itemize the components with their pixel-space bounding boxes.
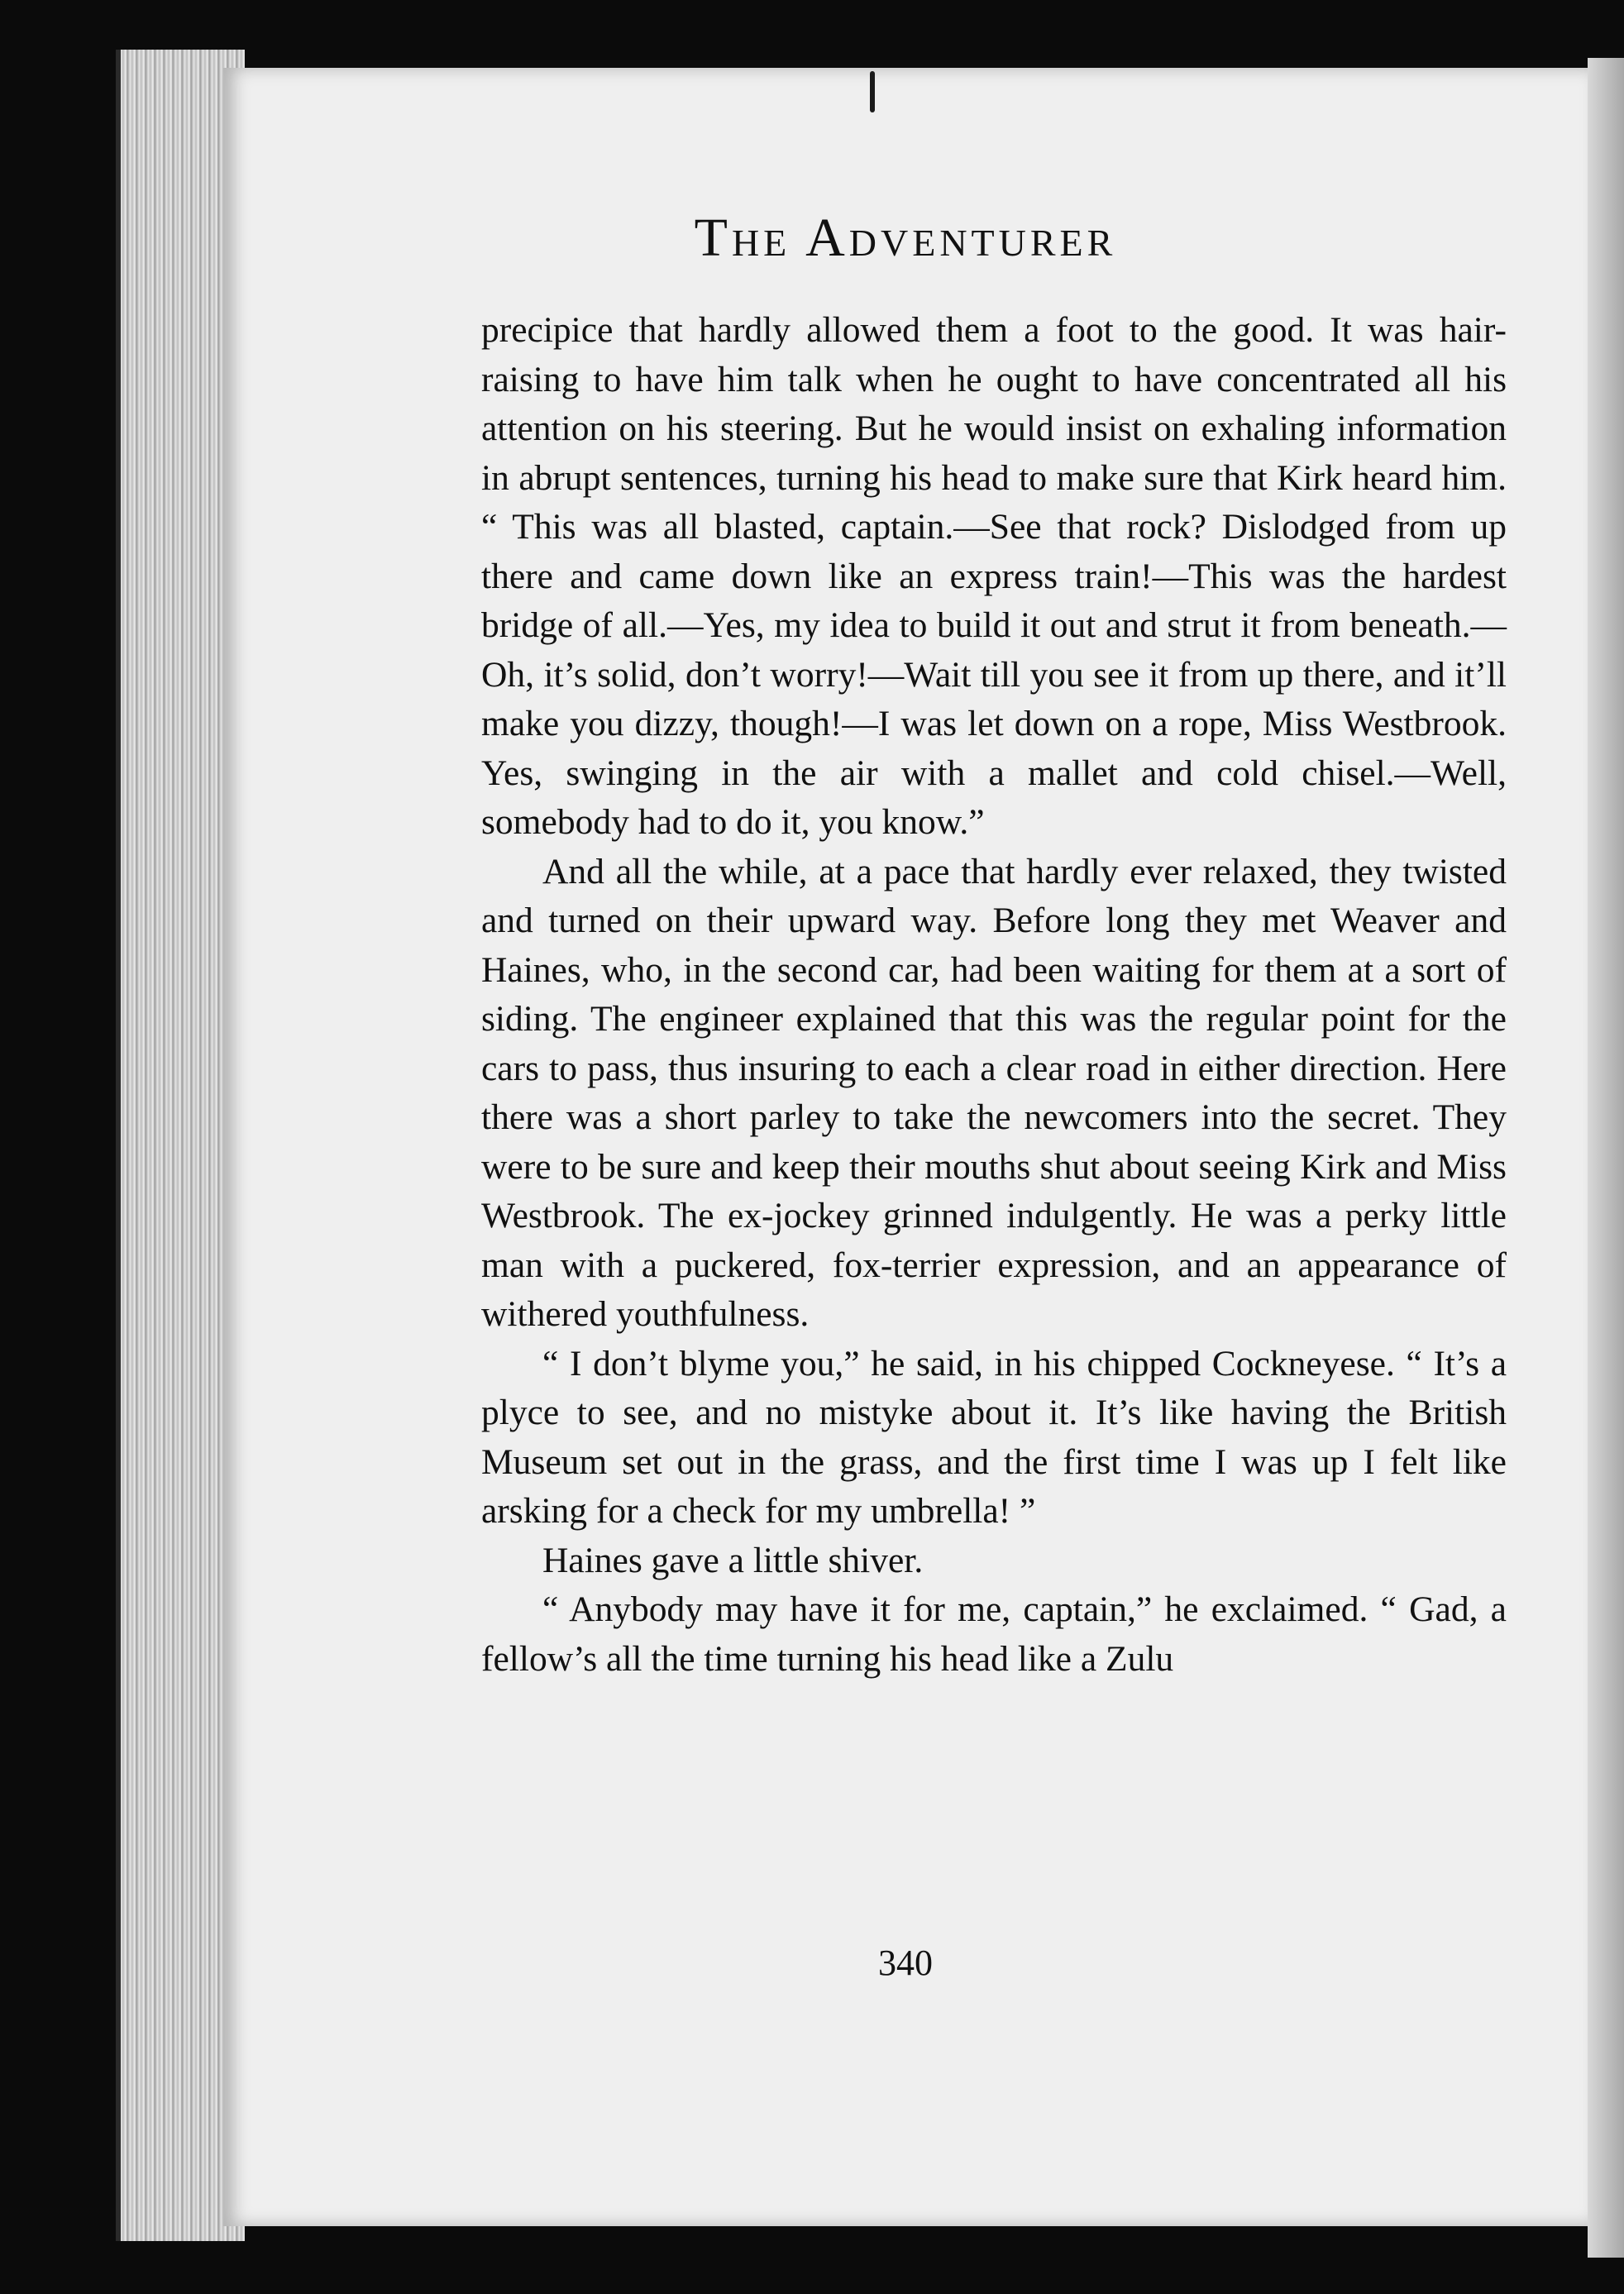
body-text <box>481 306 1507 1684</box>
binding-mark <box>870 71 875 112</box>
paragraph: Haines gave a little shiver. <box>542 1540 924 1580</box>
paragraph: “ Anybody may have it for me, captain,” he exclaimed. “ Gad, a fellow’s all the time turning his head like a Zulu <box>481 1589 1507 1679</box>
paragraph: And all the while, at a pace that hardly ever relaxed, they twisted and turned on their upward way. Before long they met Weaver and Haines, who, in the second car, had been waiting for them at a sort of siding. The engineer explained that this was the regular point for the cars to pass, thus insuring to each a clear road in either direction. Here there was a short parley to take the newcomers into the secret. They were to be sure and keep their mouths shut about seeing Kirk and Miss Westbrook. The ex-jockey grinned indulgently. He was a perky little man with a puckered, fox-terrier expression, and an appearance of withered youthfulness. <box>481 851 1507 1334</box>
book-page-edge-right <box>1588 58 1624 2258</box>
page-number: 340 <box>878 1943 933 1983</box>
paragraph: precipice that hardly allowed them a foot to the good. It was hair-raising to have him talk when he ought to have concentrated all his attention on his steering. But he would insist on exhaling information in abrupt sentences, turning his head to make sure that Kirk heard him. “ This was all blasted, captain.—See that rock? Dislodged from up there and came down like an express train!—This was the hardest bridge of all.—Yes, my idea to build it out and strut it from beneath.—Oh, it’s solid, don’t worry!—Wait till you see it from up there, and it’ll make you dizzy, though!—I was let down on a rope, Miss Westbrook. Yes, swinging in the air with a mallet and cold chisel.—Well, somebody had to do it, you know.” <box>481 310 1507 842</box>
paragraph: “ I don’t blyme you,” he said, in his chipped Cockneyese. “ It’s a plyce to see, and no mistyke about it. It’s like having the British Museum set out in the grass, and the first time I was up I felt like arsking for a check for my umbrella! ” <box>481 1343 1507 1531</box>
running-head: The Adventurer <box>694 208 1117 268</box>
